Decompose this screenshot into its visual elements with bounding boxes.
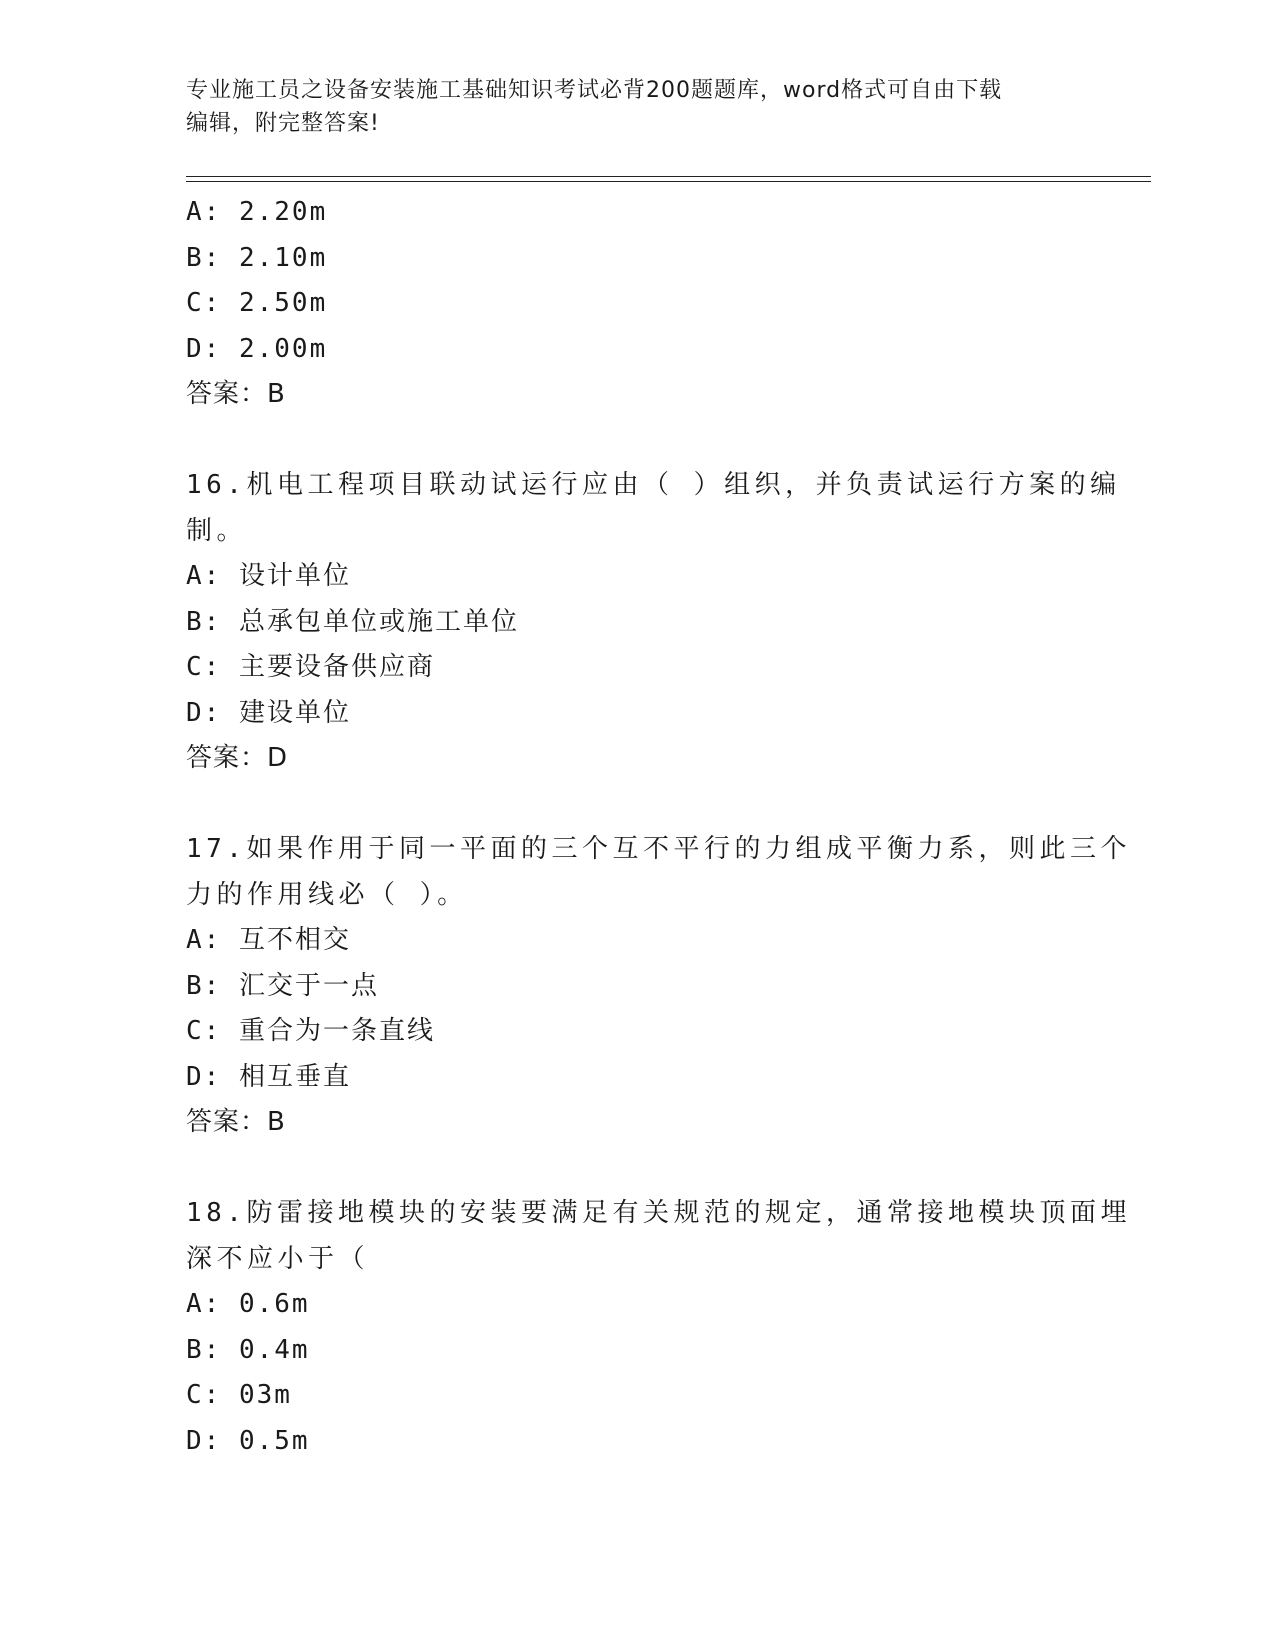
question-16 <box>186 463 1121 782</box>
q18-option-d: D: 0.5m <box>186 1425 310 1456</box>
header-divider-top <box>186 176 1151 177</box>
q17-option-b: B: 汇交于一点 <box>186 970 379 1001</box>
question-15 <box>186 190 1086 418</box>
q16-option-a: A: 设计单位 <box>186 561 351 591</box>
question-17 <box>186 827 1131 1146</box>
q15-answer: 答案：B <box>186 379 286 409</box>
question-18 <box>186 1191 1131 1464</box>
q18-option-a: A: 0.6m <box>186 1289 310 1319</box>
spacer <box>186 1146 1086 1192</box>
q15-option-c: C: 2.50m <box>186 288 328 318</box>
q15-option-b: B: 2.10m <box>186 242 328 273</box>
q18-option-c: C: 03m <box>186 1380 292 1410</box>
q17-answer: 答案：B <box>186 1107 286 1137</box>
q15-option-d: D: 2.00m <box>186 333 328 364</box>
q17-option-d: D: 相互垂直 <box>186 1061 351 1092</box>
q17-option-a: A: 互不相交 <box>186 925 351 955</box>
spacer <box>186 782 1086 828</box>
q17-stem-line-2: 力的作用线必（ ）。 <box>186 879 468 910</box>
q18-stem-line-2: 深不应小于（ <box>186 1243 370 1274</box>
spacer <box>186 418 1086 464</box>
q16-answer: 答案：D <box>186 743 289 773</box>
q16-option-c: C: 主要设备供应商 <box>186 652 435 682</box>
q18-option-b: B: 0.4m <box>186 1334 310 1365</box>
document-body <box>186 190 1131 1464</box>
q17-stem-line-1: 17.如果作用于同一平面的三个互不平行的力组成平衡力系，则此三个 <box>186 834 1131 864</box>
q17-option-c: C: 重合为一条直线 <box>186 1016 435 1046</box>
header-title-line-2: 编辑，附完整答案! <box>186 111 380 136</box>
q18-stem-line-1: 18.防雷接地模块的安装要满足有关规范的规定，通常接地模块顶面埋 <box>186 1198 1131 1228</box>
q16-stem-line-1: 16.机电工程项目联动试运行应由（ ）组织，并负责试运行方案的编 <box>186 470 1121 500</box>
header-title-line-1: 专业施工员之设备安装施工基础知识考试必背200题题库，word格式可自由下载 <box>186 78 1003 103</box>
q16-option-d: D: 建设单位 <box>186 697 351 728</box>
q16-option-b: B: 总承包单位或施工单位 <box>186 606 519 637</box>
q16-stem-line-2: 制。 <box>186 515 248 546</box>
q15-option-a: A: 2.20m <box>186 197 328 227</box>
document-header <box>186 74 1066 140</box>
header-divider-bottom <box>186 181 1151 182</box>
